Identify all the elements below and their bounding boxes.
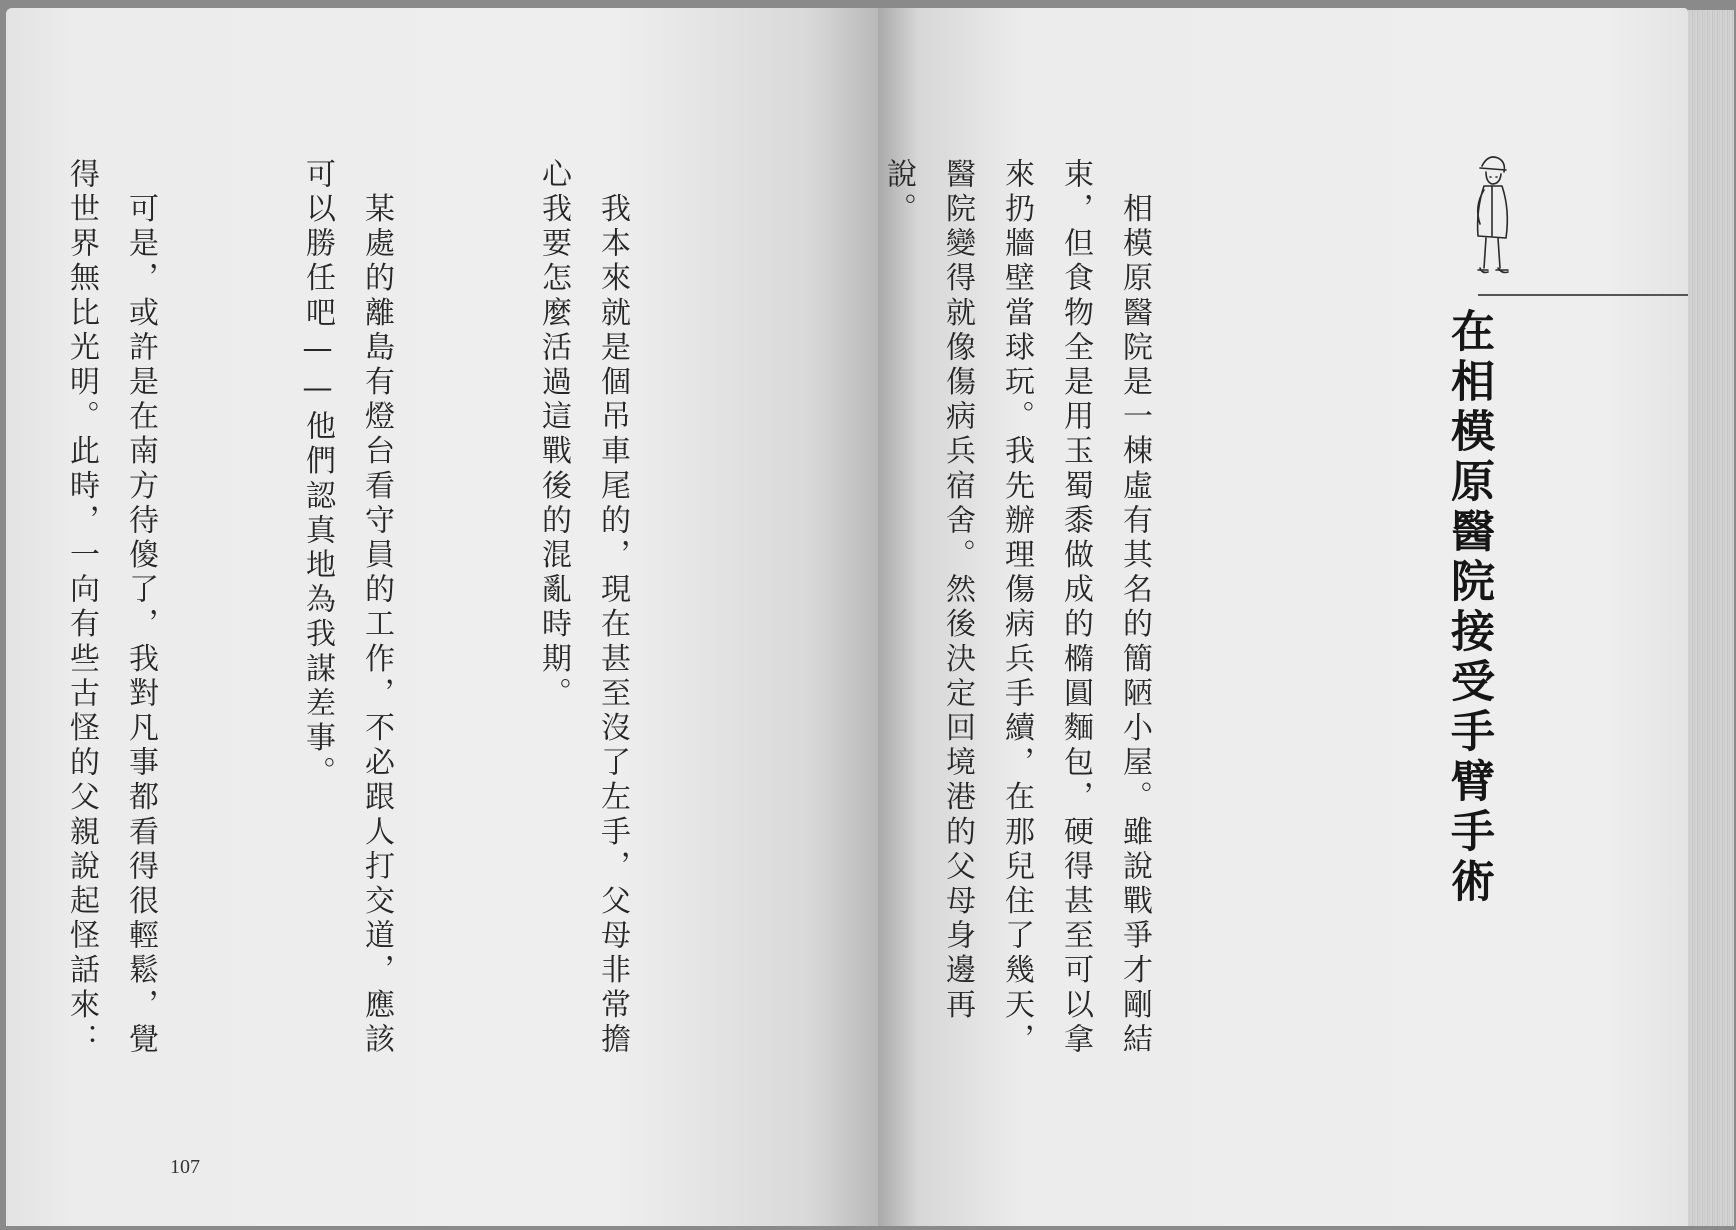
right-page [878,8,1688,1226]
page-edges [1688,10,1734,1226]
right-page-body [878,158,1282,1058]
title-divider [1478,294,1688,296]
left-page-body [6,158,760,1058]
chapter-title: 在相模原醫院接受手臂手術 [1443,308,1494,908]
soldier-illustration-icon [1462,150,1522,286]
page-number-left: 107 [170,1156,200,1178]
paragraph: 我本來就是個吊車尾的，現在甚至沒了左手，父母非常擔心我要怎麼活過這戰後的混亂時期。 [536,158,630,1058]
paragraph: 相模原醫院是一棟虛有其名的簡陋小屋。雖說戰爭才剛結束，但食物全是用玉蜀黍做成的橢圓麵包，硬得甚至可以拿來扔牆壁當球玩。我先辦理傷病兵手續，在那兒住了幾天，醫院變得就像傷病兵宿舍。然後決定回境港的父母身邊再說。 [881,158,1152,1058]
left-page [6,8,878,1226]
paragraph: 可是，或許是在南方待傻了，我對凡事都看得很輕鬆，覺得世界無比光明。此時，一向有些古怪的父親說起怪話來： [64,158,158,1058]
paragraph: 某處的離島有燈台看守員的工作，不必跟人打交道，應該可以勝任吧——他們認真地為我謀差事。 [300,158,394,1058]
